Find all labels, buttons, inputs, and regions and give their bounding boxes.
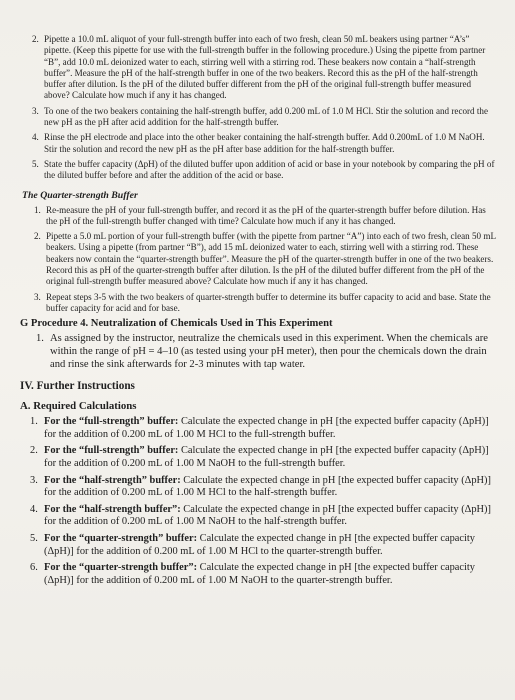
item-body: Calculate the expected change in pH [the expected buffer capacity (ΔpH)] for the addition of 0.200 mL of 1.00 M NaOH to the full-strength buffer.: [44, 445, 489, 470]
item-number: 3.: [30, 474, 38, 486]
item-bold-lead: For the “half-strength buffer”:: [44, 503, 181, 515]
list-item: [32, 34, 497, 102]
item-text: [44, 475, 497, 500]
item-body: Calculate the expected change in pH [the expected buffer capacity (ΔpH)] for the addition of 0.200 mL of 1.00 M NaOH to the half-strength buffer.: [44, 503, 491, 528]
item-number: 4.: [32, 132, 39, 143]
item-number: 6.: [30, 562, 38, 574]
item-number: 2.: [34, 231, 41, 242]
list-item: [30, 416, 497, 441]
list-item: [30, 504, 497, 529]
item-text: Repeat steps 3-5 with the two beakers of quarter-strength buffer to determine its buffer capacity to acid and base. State the buffer capacity for acid and for base.: [46, 291, 491, 313]
required-calculations-list: [30, 416, 497, 587]
item-text: Pipette a 5.0 mL portion of your full-strength buffer (with the pipette from partner “A”) into each of two fresh, clean 50 mL beakers. Using a pipette (from partner “B”), add 15 mL deionized water to each, stirring well with a stirring rod. These beakers now contain the “quarter-strength buffer”. Measure the pH of the quarter-strength buffer in one of the two beakers. Record this as pH of the quarter-strength buffer after dilution. Is the pH of the diluted buffer different from the pH of the original full-strength buffer measured above? Calculate how much if any it has changed.: [46, 231, 496, 287]
list-item: [32, 132, 497, 155]
list-item: [30, 562, 497, 587]
item-text: [44, 562, 497, 587]
item-text: As assigned by the instructor, neutralize the chemicals used in this experiment. When the chemicals are within the range of pH = 4–10 (as tested using your pH meter), then pour the chemicals down the drain and rinse the sink afterwards for 2-3 minutes with tap water.: [50, 333, 488, 371]
item-text: State the buffer capacity (ΔpH) of the diluted buffer upon addition of acid or base in your notebook by comparing the pH of the diluted buffer before and after the addition of the acid or base.: [44, 158, 495, 181]
list-item: [34, 292, 497, 315]
item-text: To one of the two beakers containing the half-strength buffer, add 0.200 mL of 1.0 M HCl. Stir the solution and record the new pH as the pH after acid addition for the half-strength buffer.: [44, 105, 488, 128]
item-number: 2.: [30, 445, 38, 457]
list-item: [34, 205, 497, 228]
item-body: Calculate the expected change in pH [the expected buffer capacity (ΔpH)] for the addition of 0.200 mL of 1.00 M HCl to the half-strength buffer.: [44, 474, 491, 499]
list-item: [30, 475, 497, 500]
item-text: [44, 504, 497, 529]
list-item: [32, 159, 497, 182]
item-bold-lead: For the “half-strength” buffer:: [44, 474, 181, 486]
item-number: 4.: [30, 503, 38, 515]
item-text: Rinse the pH electrode and place into the other beaker containing the half-strength buffer. Add 0.200mL of 1.0 M NaOH. Stir the solution and record the new pH as the pH after base addition for the half-strength buffer.: [44, 132, 485, 154]
item-text: Pipette a 10.0 mL aliquot of your full-strength buffer into each of two fresh, clean 50 mL beakers using partner “A’s” pipette. (Keep this pipette for use with the full-strength buffer in the following procedure.) Using the pipette from partner “B”, add 10.0 mL deionized water to each, stirring well with a stirring rod. These beakers now contain a “half-strength buffer”. Measure the pH of the half-strength buffer in one of the two beakers. Record this as the pH of the half-strength buffer after dilution. Is the pH of the diluted buffer different from the pH of the original full-strength buffer measured above? Calculate how much if any it has changed.: [44, 34, 486, 101]
item-text: Re-measure the pH of your full-strength buffer, and record it as the pH of the quarter-strength buffer before dilution. Has the pH of the full-strength buffer changed with time? Calculate how much if any it has changed.: [46, 204, 486, 226]
item-bold-lead: For the “full-strength” buffer:: [44, 445, 179, 457]
quarter-strength-heading: The Quarter-strength Buffer: [22, 189, 138, 201]
list-item: [36, 332, 497, 371]
quarter-strength-steps: [34, 205, 497, 315]
list-item: [34, 231, 497, 287]
item-text: [44, 533, 497, 558]
item-number: 3.: [32, 105, 39, 116]
item-bold-lead: For the “quarter-strength” buffer:: [44, 532, 198, 544]
item-body: Calculate the expected change in pH [the expected buffer capacity (ΔpH)] for the addition of 0.200 mL of 1.00 M NaOH to the quarter-strength buffer.: [44, 562, 475, 586]
section-heading: IV. Further Instructions: [20, 380, 135, 393]
item-text: [44, 445, 497, 470]
item-bold-lead: For the “full-strength” buffer:: [44, 416, 179, 428]
item-text: [44, 416, 497, 441]
item-body: Calculate the expected change in pH [the expected buffer capacity (ΔpH)] for the addition of 0.200 mL of 1.00 M HCl to the quarter-strength buffer.: [44, 532, 475, 557]
procedure-4-steps: [36, 332, 497, 371]
item-number: 2.: [32, 34, 39, 44]
item-number: 1.: [36, 333, 44, 345]
half-strength-steps: [32, 34, 497, 182]
item-body: Calculate the expected change in pH [the expected buffer capacity (ΔpH)] for the addition of 0.200 mL of 1.00 M HCl to the full-strength buffer.: [44, 416, 489, 440]
list-item: [30, 445, 497, 470]
list-item: [30, 533, 497, 558]
list-item: [32, 106, 497, 129]
subsection-heading: A. Required Calculations: [20, 400, 137, 413]
item-number: 5.: [32, 158, 39, 169]
item-number: 1.: [34, 204, 41, 215]
item-bold-lead: For the “quarter-strength buffer”:: [44, 562, 198, 574]
item-number: 5.: [30, 532, 38, 544]
item-number: 1.: [30, 416, 38, 428]
procedure-4-heading: G Procedure 4. Neutralization of Chemicals Used in This Experiment: [20, 318, 333, 330]
item-number: 3.: [34, 291, 41, 302]
